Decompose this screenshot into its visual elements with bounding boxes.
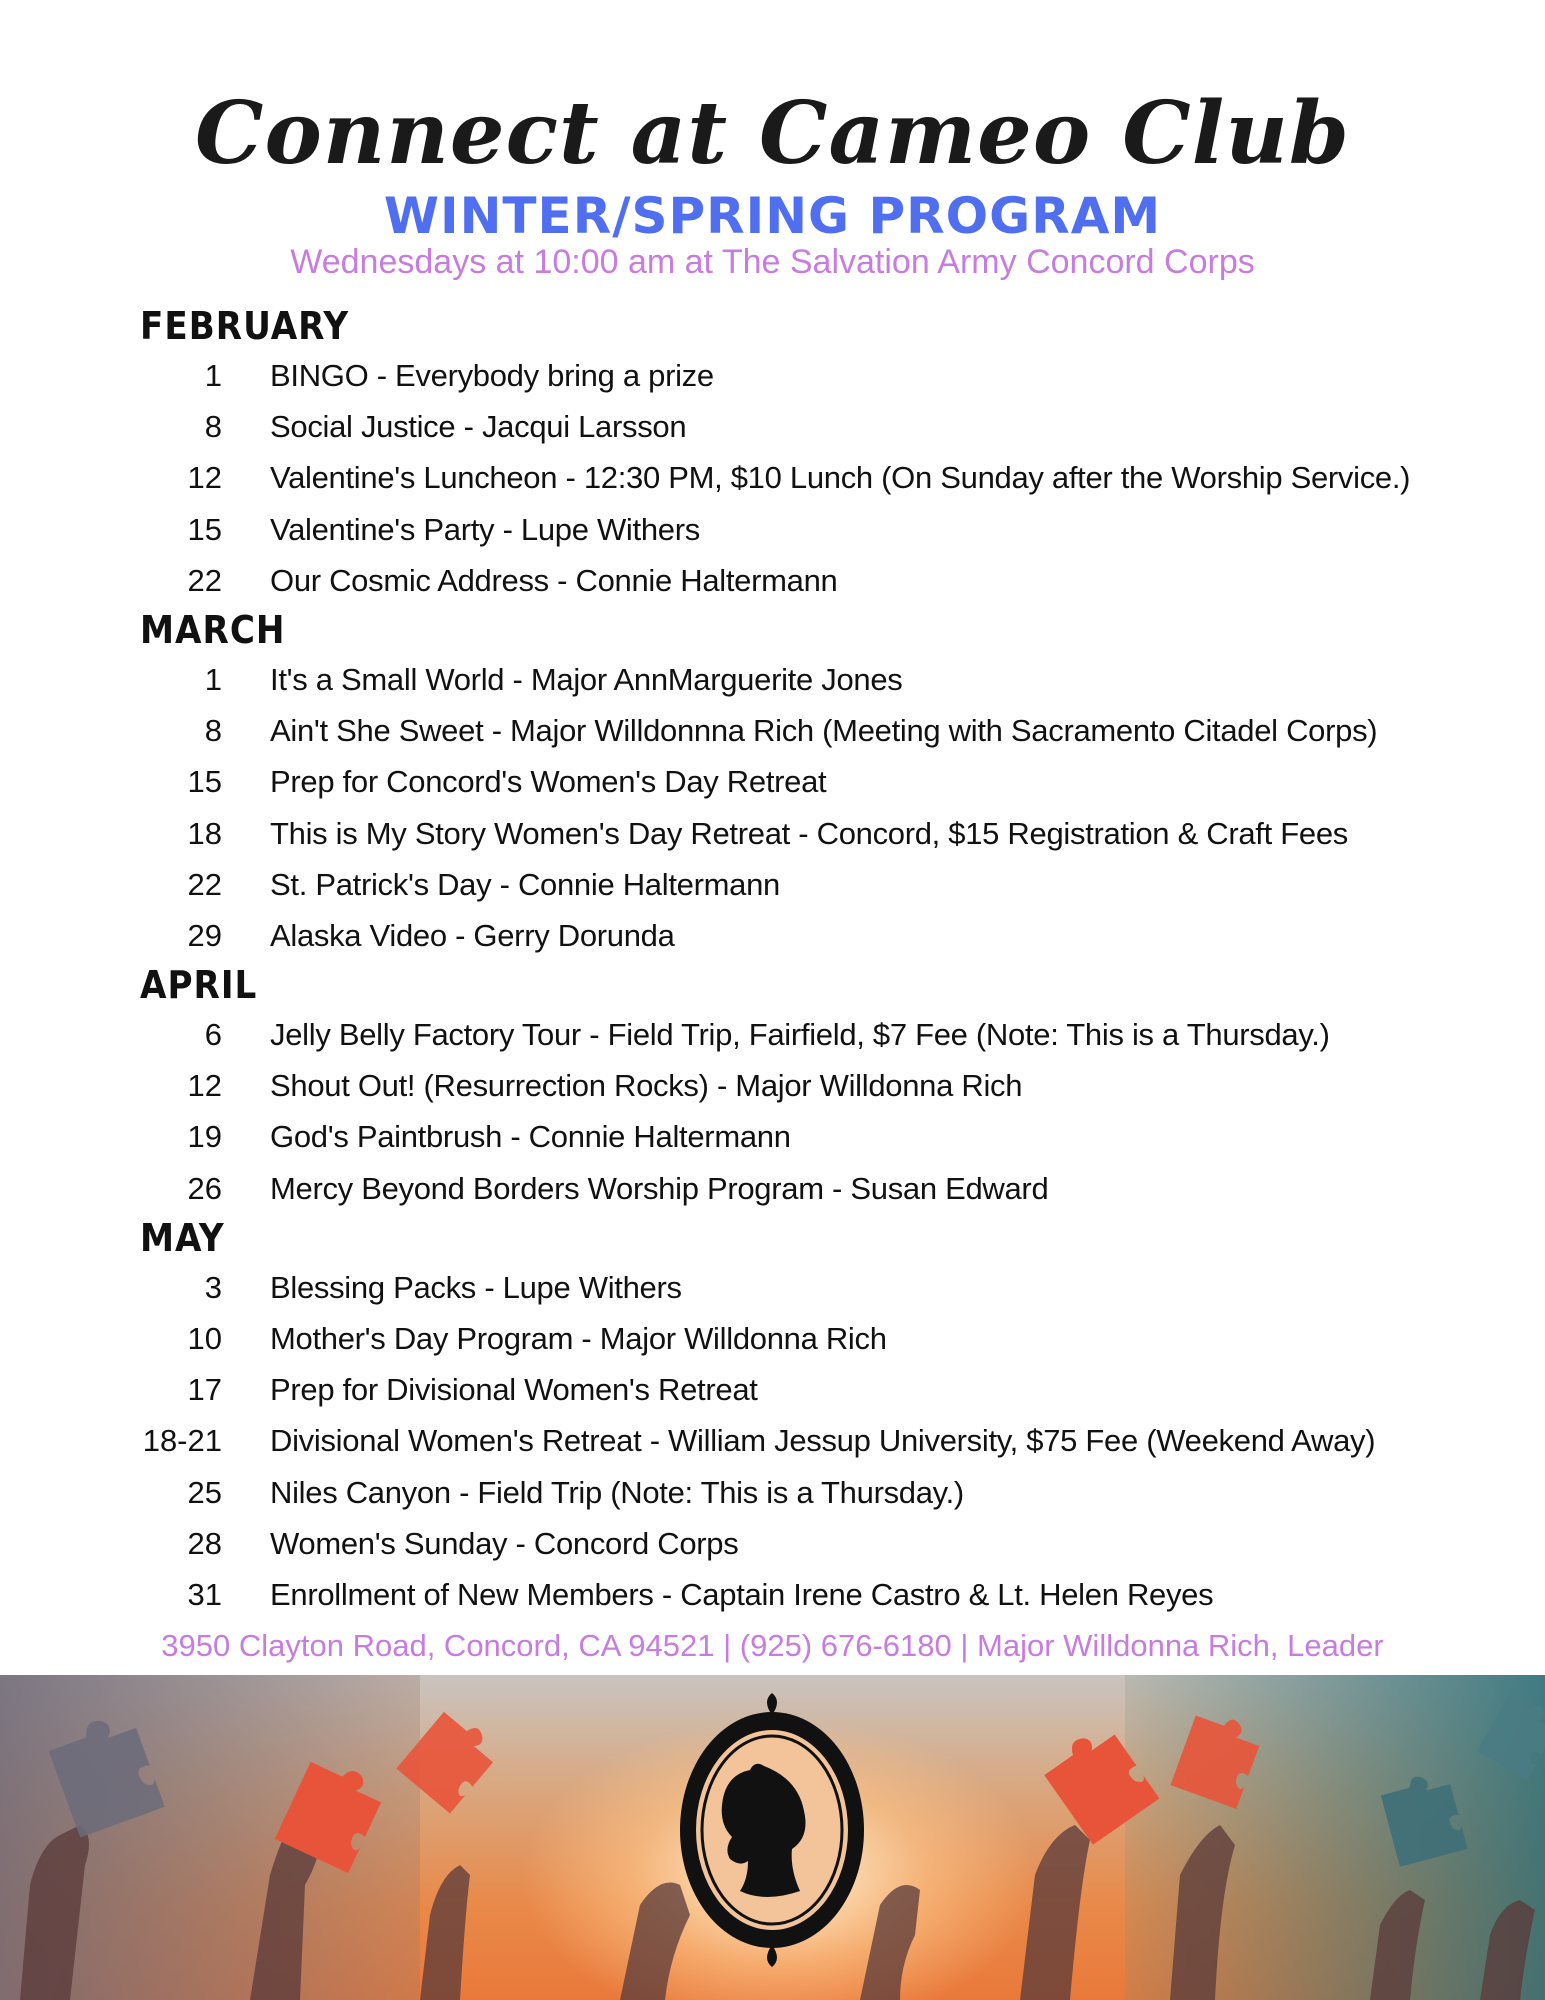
event-row	[0, 756, 1545, 807]
event-row	[0, 1364, 1545, 1415]
event-row	[0, 504, 1545, 555]
banner-illustration	[0, 1675, 1545, 2000]
event-day: 18	[187, 815, 222, 851]
event-row	[0, 401, 1545, 452]
event-day: 12	[187, 1068, 222, 1104]
event-day: 19	[187, 1119, 222, 1155]
event-description: Enrollment of New Members - Captain Irene Castro & Lt. Helen Reyes	[270, 1576, 1214, 1612]
event-day: 25	[187, 1474, 222, 1510]
event-day: 15	[187, 764, 222, 800]
event-description: Valentine's Luncheon - 12:30 PM, $10 Lunch (On Sunday after the Worship Service.)	[270, 460, 1411, 496]
page-title: Connect at Cameo Club	[195, 83, 1350, 184]
month-heading: FEBRUARY	[140, 304, 350, 348]
event-description: Prep for Concord's Women's Day Retreat	[270, 764, 827, 800]
event-description: Mercy Beyond Borders Worship Program - Susan Edward	[270, 1170, 1049, 1206]
event-row	[0, 1009, 1545, 1060]
event-row	[0, 1262, 1545, 1313]
event-row	[0, 910, 1545, 961]
event-description: Jelly Belly Factory Tour - Field Trip, Fairfield, $7 Fee (Note: This is a Thursday.)	[270, 1017, 1330, 1053]
event-description: Mother's Day Program - Major Willdonna Rich	[270, 1321, 887, 1356]
event-row	[0, 1415, 1545, 1466]
event-day: 18-21	[142, 1423, 222, 1459]
event-description: Alaska Video - Gerry Dorunda	[270, 917, 675, 953]
event-description: Ain't She Sweet - Major Willdonnna Rich (Meeting with Sacramento Citadel Corps)	[270, 713, 1378, 749]
event-day: 22	[187, 562, 222, 598]
event-row	[0, 1111, 1545, 1162]
event-row	[0, 452, 1545, 503]
event-description: BINGO - Everybody bring a prize	[270, 358, 714, 393]
event-description: Divisional Women's Retreat - William Jessup University, $75 Fee (Weekend Away)	[270, 1423, 1376, 1459]
event-day: 8	[204, 409, 222, 445]
event-description: Shout Out! (Resurrection Rocks) - Major Willdonna Rich	[270, 1068, 1023, 1104]
event-row	[0, 350, 1545, 401]
event-row	[0, 808, 1545, 859]
event-row	[0, 1467, 1545, 1518]
meeting-tagline: Wednesdays at 10:00 am at The Salvation Army Concord Corps	[290, 243, 1255, 281]
event-row	[0, 654, 1545, 705]
event-row	[0, 1313, 1545, 1364]
event-row	[0, 859, 1545, 910]
program-subtitle: WINTER/SPRING PROGRAM	[383, 187, 1162, 245]
event-description: God's Paintbrush - Connie Haltermann	[270, 1119, 791, 1155]
event-day: 10	[187, 1321, 222, 1356]
event-day: 17	[187, 1372, 222, 1408]
event-row	[0, 555, 1545, 606]
event-description: St. Patrick's Day - Connie Haltermann	[270, 866, 780, 902]
event-description: This is My Story Women's Day Retreat - Concord, $15 Registration & Craft Fees	[270, 815, 1348, 851]
event-description: Prep for Divisional Women's Retreat	[270, 1372, 758, 1408]
month-heading: APRIL	[140, 963, 258, 1008]
event-day: 28	[187, 1525, 222, 1561]
event-day: 31	[187, 1576, 222, 1612]
event-day: 1	[204, 661, 222, 697]
event-row	[0, 1060, 1545, 1111]
event-day: 3	[204, 1269, 222, 1305]
month-heading: MAY	[140, 1215, 225, 1260]
event-description: Niles Canyon - Field Trip (Note: This is a Thursday.)	[270, 1474, 964, 1510]
event-row	[0, 1163, 1545, 1214]
event-row	[0, 1569, 1545, 1620]
event-description: Women's Sunday - Concord Corps	[270, 1525, 739, 1561]
month-heading: MARCH	[140, 607, 286, 652]
event-day: 26	[187, 1170, 222, 1206]
hands-puzzle-banner	[0, 1675, 1545, 2000]
event-description: Social Justice - Jacqui Larsson	[270, 409, 687, 445]
event-description: Valentine's Party - Lupe Withers	[270, 511, 700, 547]
cameo-medallion-icon	[680, 1693, 864, 1967]
event-day: 29	[187, 917, 222, 953]
event-description: Our Cosmic Address - Connie Haltermann	[270, 562, 838, 598]
event-day: 12	[187, 460, 222, 496]
event-row	[0, 705, 1545, 756]
contact-footer: 3950 Clayton Road, Concord, CA 94521 | (925) 676-6180 | Major Willdonna Rich, Leader	[161, 1628, 1384, 1663]
event-description: It's a Small World - Major AnnMarguerite Jones	[270, 661, 903, 697]
schedule	[0, 302, 1545, 1620]
event-description: Blessing Packs - Lupe Withers	[270, 1269, 682, 1305]
event-day: 22	[187, 866, 222, 902]
event-day: 1	[204, 358, 222, 393]
event-row	[0, 1518, 1545, 1569]
event-day: 6	[204, 1017, 222, 1053]
event-day: 8	[204, 713, 222, 749]
event-day: 15	[187, 511, 222, 547]
